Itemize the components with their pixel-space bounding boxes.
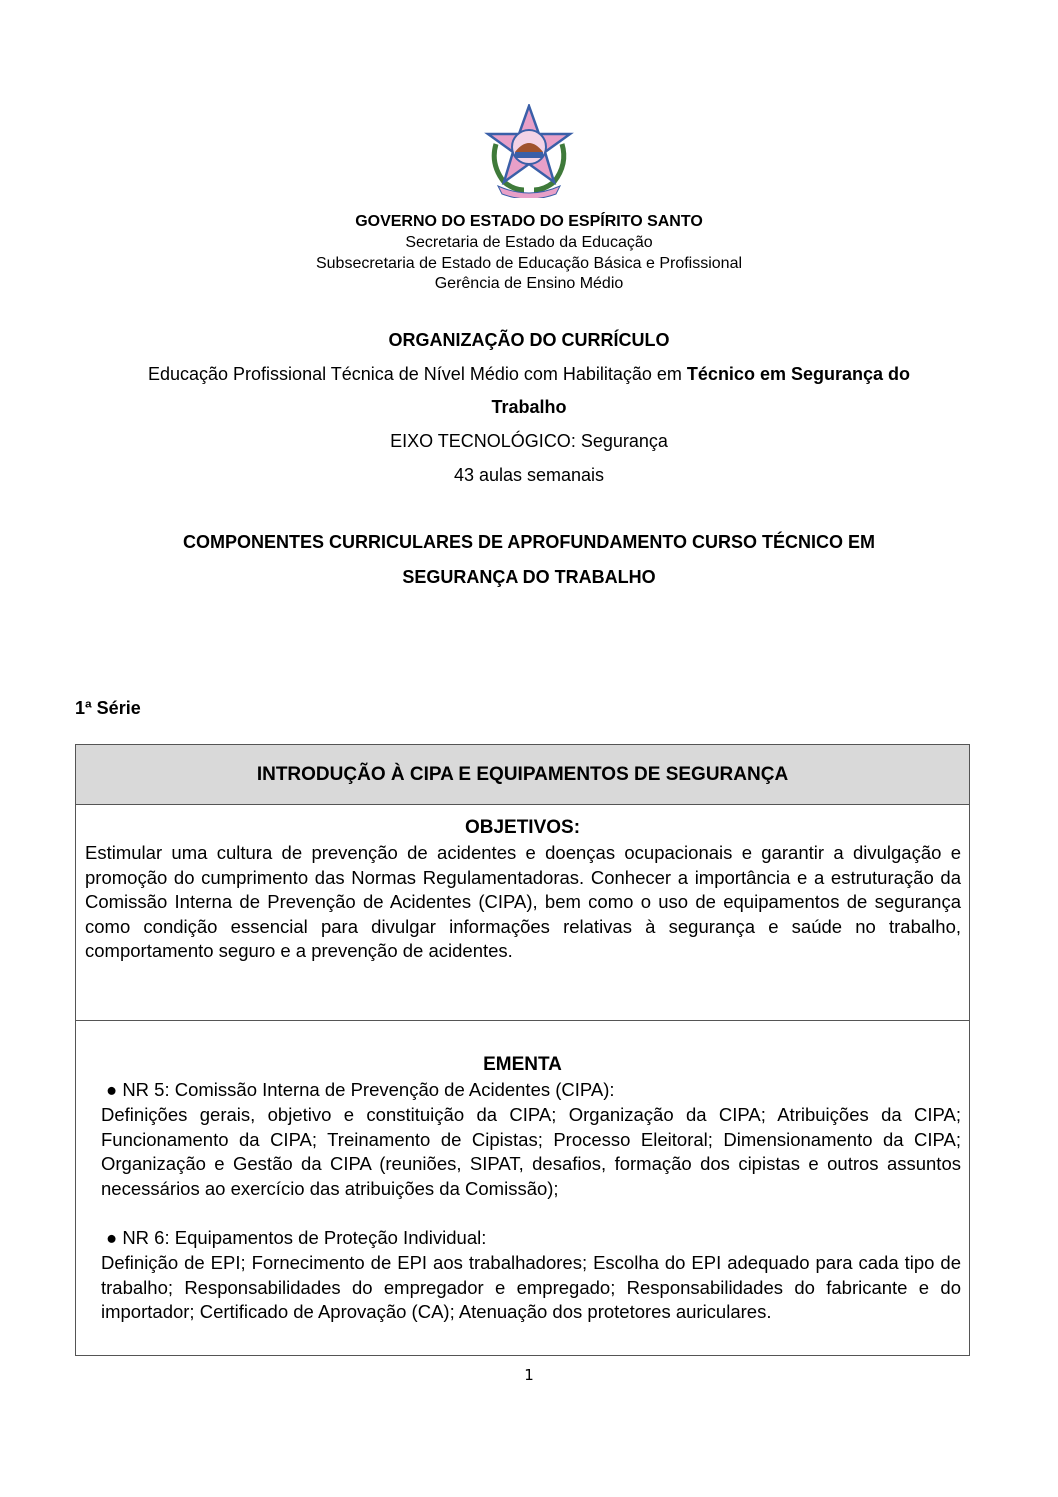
subsecretariat-name: Subsecretaria de Estado de Educação Básica e Profissional <box>315 255 743 272</box>
objectives-text: Estimular uma cultura de prevenção de acidentes e doenças ocupacionais e garantir a divulgação e promoção do cumprimento das Normas Regulamentadoras. Conhecer a importância e a estruturação da Comissão Interna de Prevenção de Acidentes (CIPA), bem como o uso de equipamentos de segurança como condição essencial para divulgar informações relativas à segurança e saúde no trabalho, comportamento seguro e a prevenção de acidentes. <box>85 842 961 961</box>
objectives-section <box>76 805 969 1021</box>
course-habilitation-text: Educação Profissional Técnica de Nível Médio com Habilitação em <box>147 364 687 384</box>
government-name: GOVERNO DO ESTADO DO ESPÍRITO SANTO <box>355 213 703 230</box>
objectives-title: OBJETIVOS: <box>464 817 581 838</box>
state-coat-of-arms-icon <box>484 104 574 198</box>
course-name-part1: Técnico em Segurança do <box>686 364 910 384</box>
technological-axis: EIXO TECNOLÓGICO: Segurança <box>390 431 668 451</box>
table-heading: INTRODUÇÃO À CIPA E EQUIPAMENTOS DE SEGURANÇA <box>76 745 969 805</box>
components-heading-line2: SEGURANÇA DO TRABALHO <box>402 567 656 587</box>
nr6-title: ● NR 6: Equipamentos de Proteção Individual: <box>106 1227 487 1248</box>
management-name: Gerência de Ensino Médio <box>434 275 624 292</box>
nr5-title: ● NR 5: Comissão Interna de Prevenção de Acidentes (CIPA): <box>106 1079 615 1100</box>
secretariat-name: Secretaria de Estado da Educação <box>405 234 653 251</box>
series-label: 1ª Série <box>75 698 141 718</box>
weekly-classes: 43 aulas semanais <box>453 465 605 485</box>
course-habilitation <box>0 363 1058 385</box>
syllabus-title: EMENTA <box>483 1054 562 1075</box>
syllabus-section <box>76 1021 969 1357</box>
page-number: 1 <box>524 1366 534 1384</box>
document-title: ORGANIZAÇÃO DO CURRÍCULO <box>388 330 670 350</box>
nr6-text: Definição de EPI; Fornecimento de EPI aos trabalhadores; Escolha do EPI adequado para cada tipo de trabalho; Responsabilidades do empregador e empregado; Responsabilidades do fabricante e do importador; Certificado de Aprovação (CA); Atenuação dos protetores auriculares. <box>101 1252 961 1322</box>
curriculum-table <box>75 744 970 1356</box>
components-heading-line1: COMPONENTES CURRICULARES DE APROFUNDAMENTO CURSO TÉCNICO EM <box>182 532 876 552</box>
nr5-text: Definições gerais, objetivo e constituição da CIPA; Organização da CIPA; Atribuições da CIPA; Funcionamento da CIPA; Treinamento de Cipistas; Processo Eleitoral; Dimensionamento da CIPA; Organização e Gestão da CIPA (reuniões, SIPAT, desafios, formação dos cipistas e outros assuntos necessários ao exercício das atribuições da Comissão); <box>101 1104 961 1199</box>
course-name-part2: Trabalho <box>491 397 567 417</box>
